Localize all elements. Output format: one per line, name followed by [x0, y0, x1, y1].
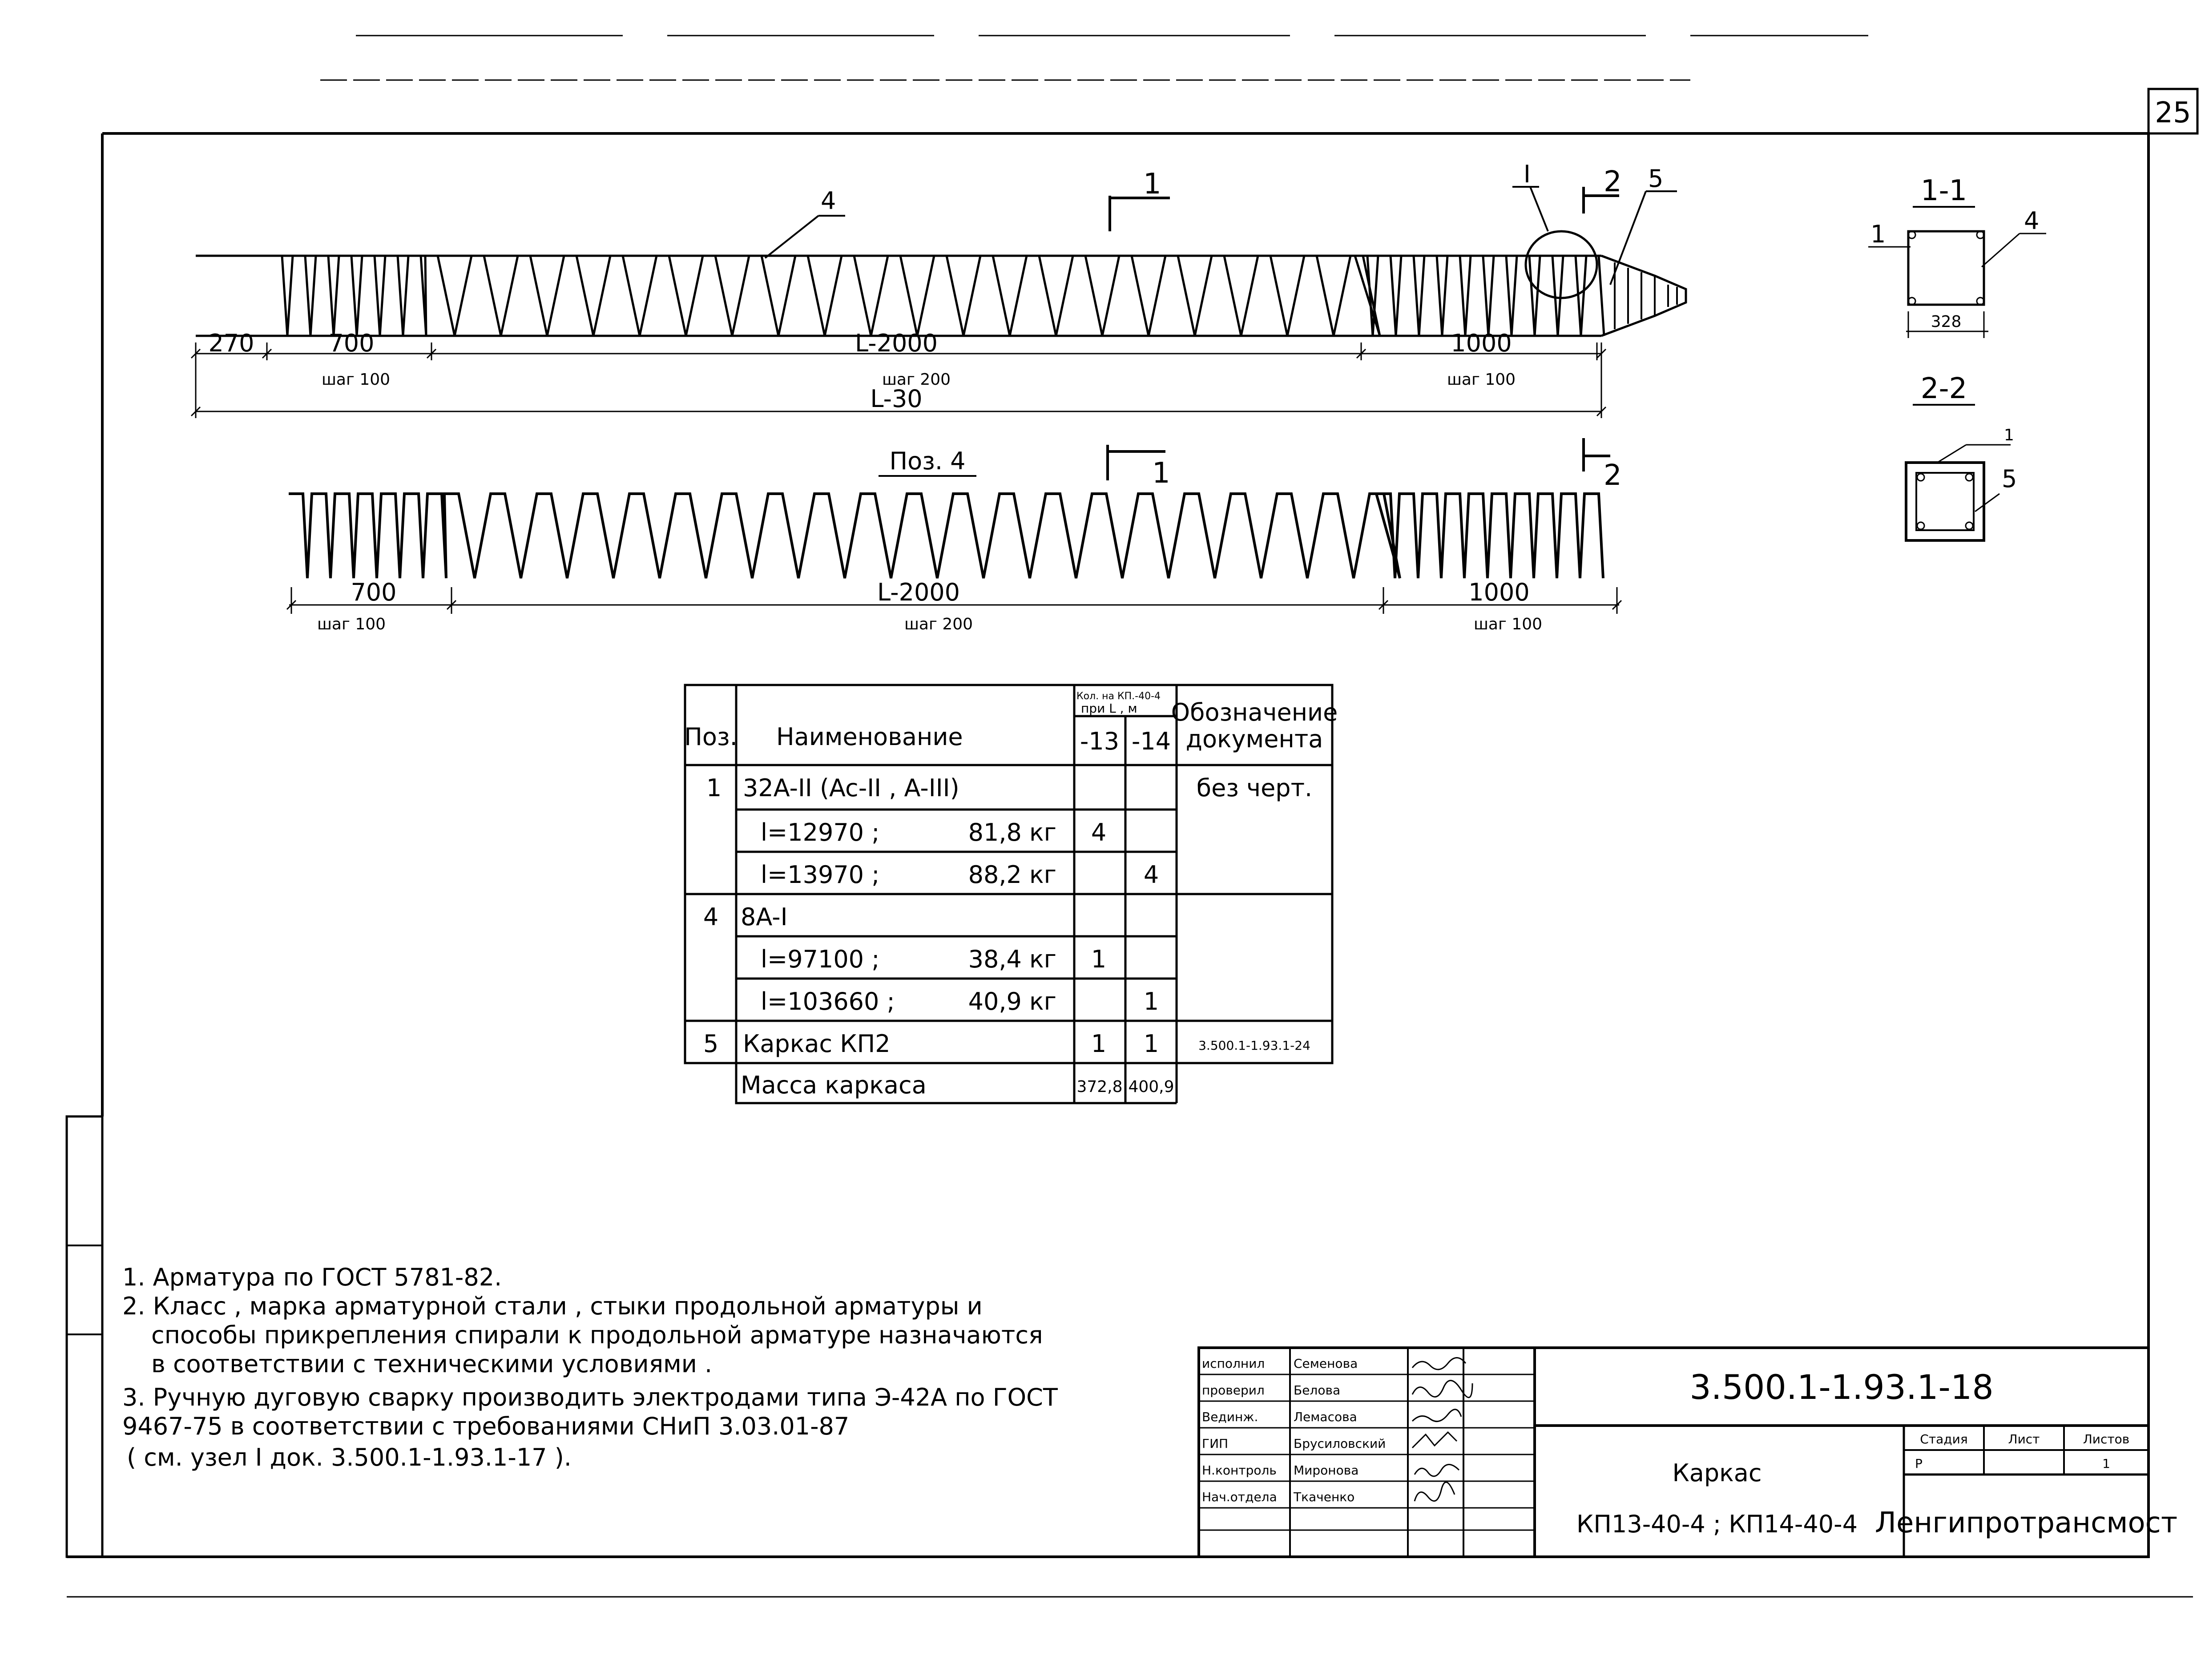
- spec-row-5-name: l=97100 ;: [761, 945, 880, 973]
- spec-row-7-name: Каркас КП2: [743, 1030, 891, 1058]
- main-section-2-label: 2: [1604, 165, 1622, 198]
- section-2-2-leader-1: 1: [2004, 426, 2014, 444]
- main-section-1-label: 1: [1143, 168, 1161, 201]
- spec-header-pos: Поз.: [684, 723, 738, 751]
- spec-row-4-pos: 4: [703, 903, 719, 931]
- sig-role-4: ГИП: [1202, 1436, 1229, 1451]
- main-leader-4: 4: [821, 187, 836, 215]
- spec-header-doc-2: документа: [1185, 725, 1323, 753]
- note-line-4: в соответствии с техническими условиями .: [151, 1350, 713, 1378]
- spec-header-doc-1: Обозначение: [1171, 698, 1338, 726]
- note-line-3: способы прикрепления спирали к продольной арматуре назначаются: [151, 1321, 1043, 1349]
- spec-row-1-pos: 1: [706, 774, 722, 802]
- section-1-1-dim: 328: [1931, 313, 1962, 331]
- spec-row-6-q2: 1: [1143, 987, 1159, 1015]
- sig-role-1: исполнил: [1202, 1356, 1265, 1371]
- spec-total-name: Масса каркаса: [741, 1071, 927, 1099]
- sig-name-5: Миронова: [1294, 1463, 1359, 1478]
- main-dim-L-2000: L-2000: [855, 329, 938, 357]
- main-overall-length: L-30: [870, 385, 923, 413]
- spec-row-3-mass: 88,2 кг: [968, 861, 1056, 889]
- pos4-pitch-2: шаг 200: [904, 615, 973, 633]
- detail-I-label: I: [1524, 160, 1531, 188]
- spec-row-2-q1: 4: [1091, 818, 1107, 846]
- sheets-label: Листов: [2083, 1432, 2130, 1446]
- note-line-1: 1. Арматура по ГОСТ 5781-82.: [122, 1263, 502, 1291]
- spec-row-7-q2: 1: [1143, 1030, 1159, 1058]
- main-leader-5: 5: [1648, 165, 1664, 193]
- sig-name-2: Белова: [1294, 1383, 1341, 1398]
- section-2-2-title: 2-2: [1920, 372, 1967, 405]
- spec-header-qty-mid: при L , м: [1081, 701, 1137, 716]
- pos4-pitch-1: шаг 100: [317, 615, 386, 633]
- sig-name-1: Семенова: [1294, 1356, 1358, 1371]
- pos4-pitch-3: шаг 100: [1473, 615, 1543, 633]
- sheets-value: 1: [2102, 1456, 2110, 1471]
- note-line-7: ( см. узел I док. 3.500.1-1.93.1-17 ).: [127, 1443, 572, 1471]
- main-pitch-3: шаг 100: [1447, 371, 1516, 389]
- main-pitch-1: шаг 100: [321, 371, 391, 389]
- stage-value: Р: [1915, 1456, 1923, 1471]
- spec-row-3-name: l=13970 ;: [761, 861, 880, 889]
- sig-role-5: Н.контроль: [1202, 1463, 1277, 1478]
- spec-total-q2: 400,9: [1128, 1078, 1174, 1096]
- sig-role-2: проверил: [1202, 1383, 1265, 1398]
- drawing-subtitle: КП13-40-4 ; КП14-40-4: [1576, 1510, 1858, 1538]
- sheet-number: 25: [2155, 97, 2191, 129]
- section-1-1-leader-4: 4: [2024, 207, 2040, 235]
- sig-name-3: Лемасова: [1294, 1410, 1357, 1424]
- spec-row-2-mass: 81,8 кг: [968, 818, 1056, 846]
- main-dim-270: 270: [208, 329, 254, 357]
- section-2-2-leader-5: 5: [2002, 465, 2017, 493]
- spec-row-4-name: 8A-I: [741, 903, 788, 931]
- spec-row-6-mass: 40,9 кг: [968, 987, 1056, 1015]
- spec-row-2-name: l=12970 ;: [761, 818, 880, 846]
- spec-row-3-q2: 4: [1143, 861, 1159, 889]
- note-line-2: 2. Класс , марка арматурной стали , стыки продольной арматуры и: [122, 1292, 983, 1320]
- section-1-1-title: 1-1: [1920, 174, 1967, 207]
- spec-row-6-name: l=103660 ;: [761, 987, 895, 1015]
- sig-role-6: Нач.отдела: [1202, 1490, 1277, 1504]
- sig-name-4: Брусиловский: [1294, 1436, 1386, 1451]
- spec-row-1-doc: без черт.: [1196, 774, 1313, 802]
- stage-label: Стадия: [1920, 1432, 1968, 1446]
- spec-header-name: Наименование: [776, 723, 963, 751]
- sheet-label: Лист: [2008, 1432, 2040, 1446]
- pos4-title: Поз. 4: [889, 447, 966, 475]
- spec-total-q1: 372,8: [1076, 1078, 1123, 1096]
- spec-header-qty-col1: -13: [1080, 727, 1120, 755]
- pos4-dim-1000: 1000: [1468, 578, 1530, 606]
- spec-row-1-name: 32A-II (Ac-II , A-III): [743, 774, 959, 802]
- pos4-section-2-label: 2: [1604, 459, 1622, 492]
- note-line-5: 3. Ручную дуговую сварку производить электродами типа Э-42А по ГОСТ: [122, 1383, 1058, 1411]
- drawing-title: Каркас: [1672, 1459, 1762, 1487]
- main-pitch-2: шаг 200: [882, 371, 951, 389]
- sig-name-6: Ткаченко: [1294, 1490, 1355, 1504]
- organization: Ленгипротрансмост: [1874, 1507, 2178, 1539]
- pos4-section-1-label: 1: [1152, 457, 1170, 490]
- spec-header-qty-col2: -14: [1131, 727, 1171, 755]
- spec-row-7-doc: 3.500.1-1.93.1-24: [1198, 1038, 1310, 1053]
- spec-row-7-q1: 1: [1091, 1030, 1107, 1058]
- section-1-1-leader-1: 1: [1870, 220, 1886, 248]
- sig-role-3: Вединж.: [1202, 1410, 1258, 1424]
- doc-code: 3.500.1-1.93.1-18: [1689, 1367, 1994, 1407]
- main-dim-700: 700: [328, 329, 375, 357]
- pos4-dim-L-2000: L-2000: [877, 578, 960, 606]
- pos4-dim-700: 700: [351, 578, 397, 606]
- spec-row-5-q1: 1: [1091, 945, 1107, 973]
- spec-row-5-mass: 38,4 кг: [968, 945, 1056, 973]
- main-dim-1000: 1000: [1451, 329, 1512, 357]
- spec-header-qty-top: Кол. на КП.-40-4: [1076, 691, 1161, 702]
- note-line-6: 9467-75 в соответствии с требованиями СНиП 3.03.01-87: [122, 1412, 850, 1440]
- spec-row-7-pos: 5: [703, 1030, 719, 1058]
